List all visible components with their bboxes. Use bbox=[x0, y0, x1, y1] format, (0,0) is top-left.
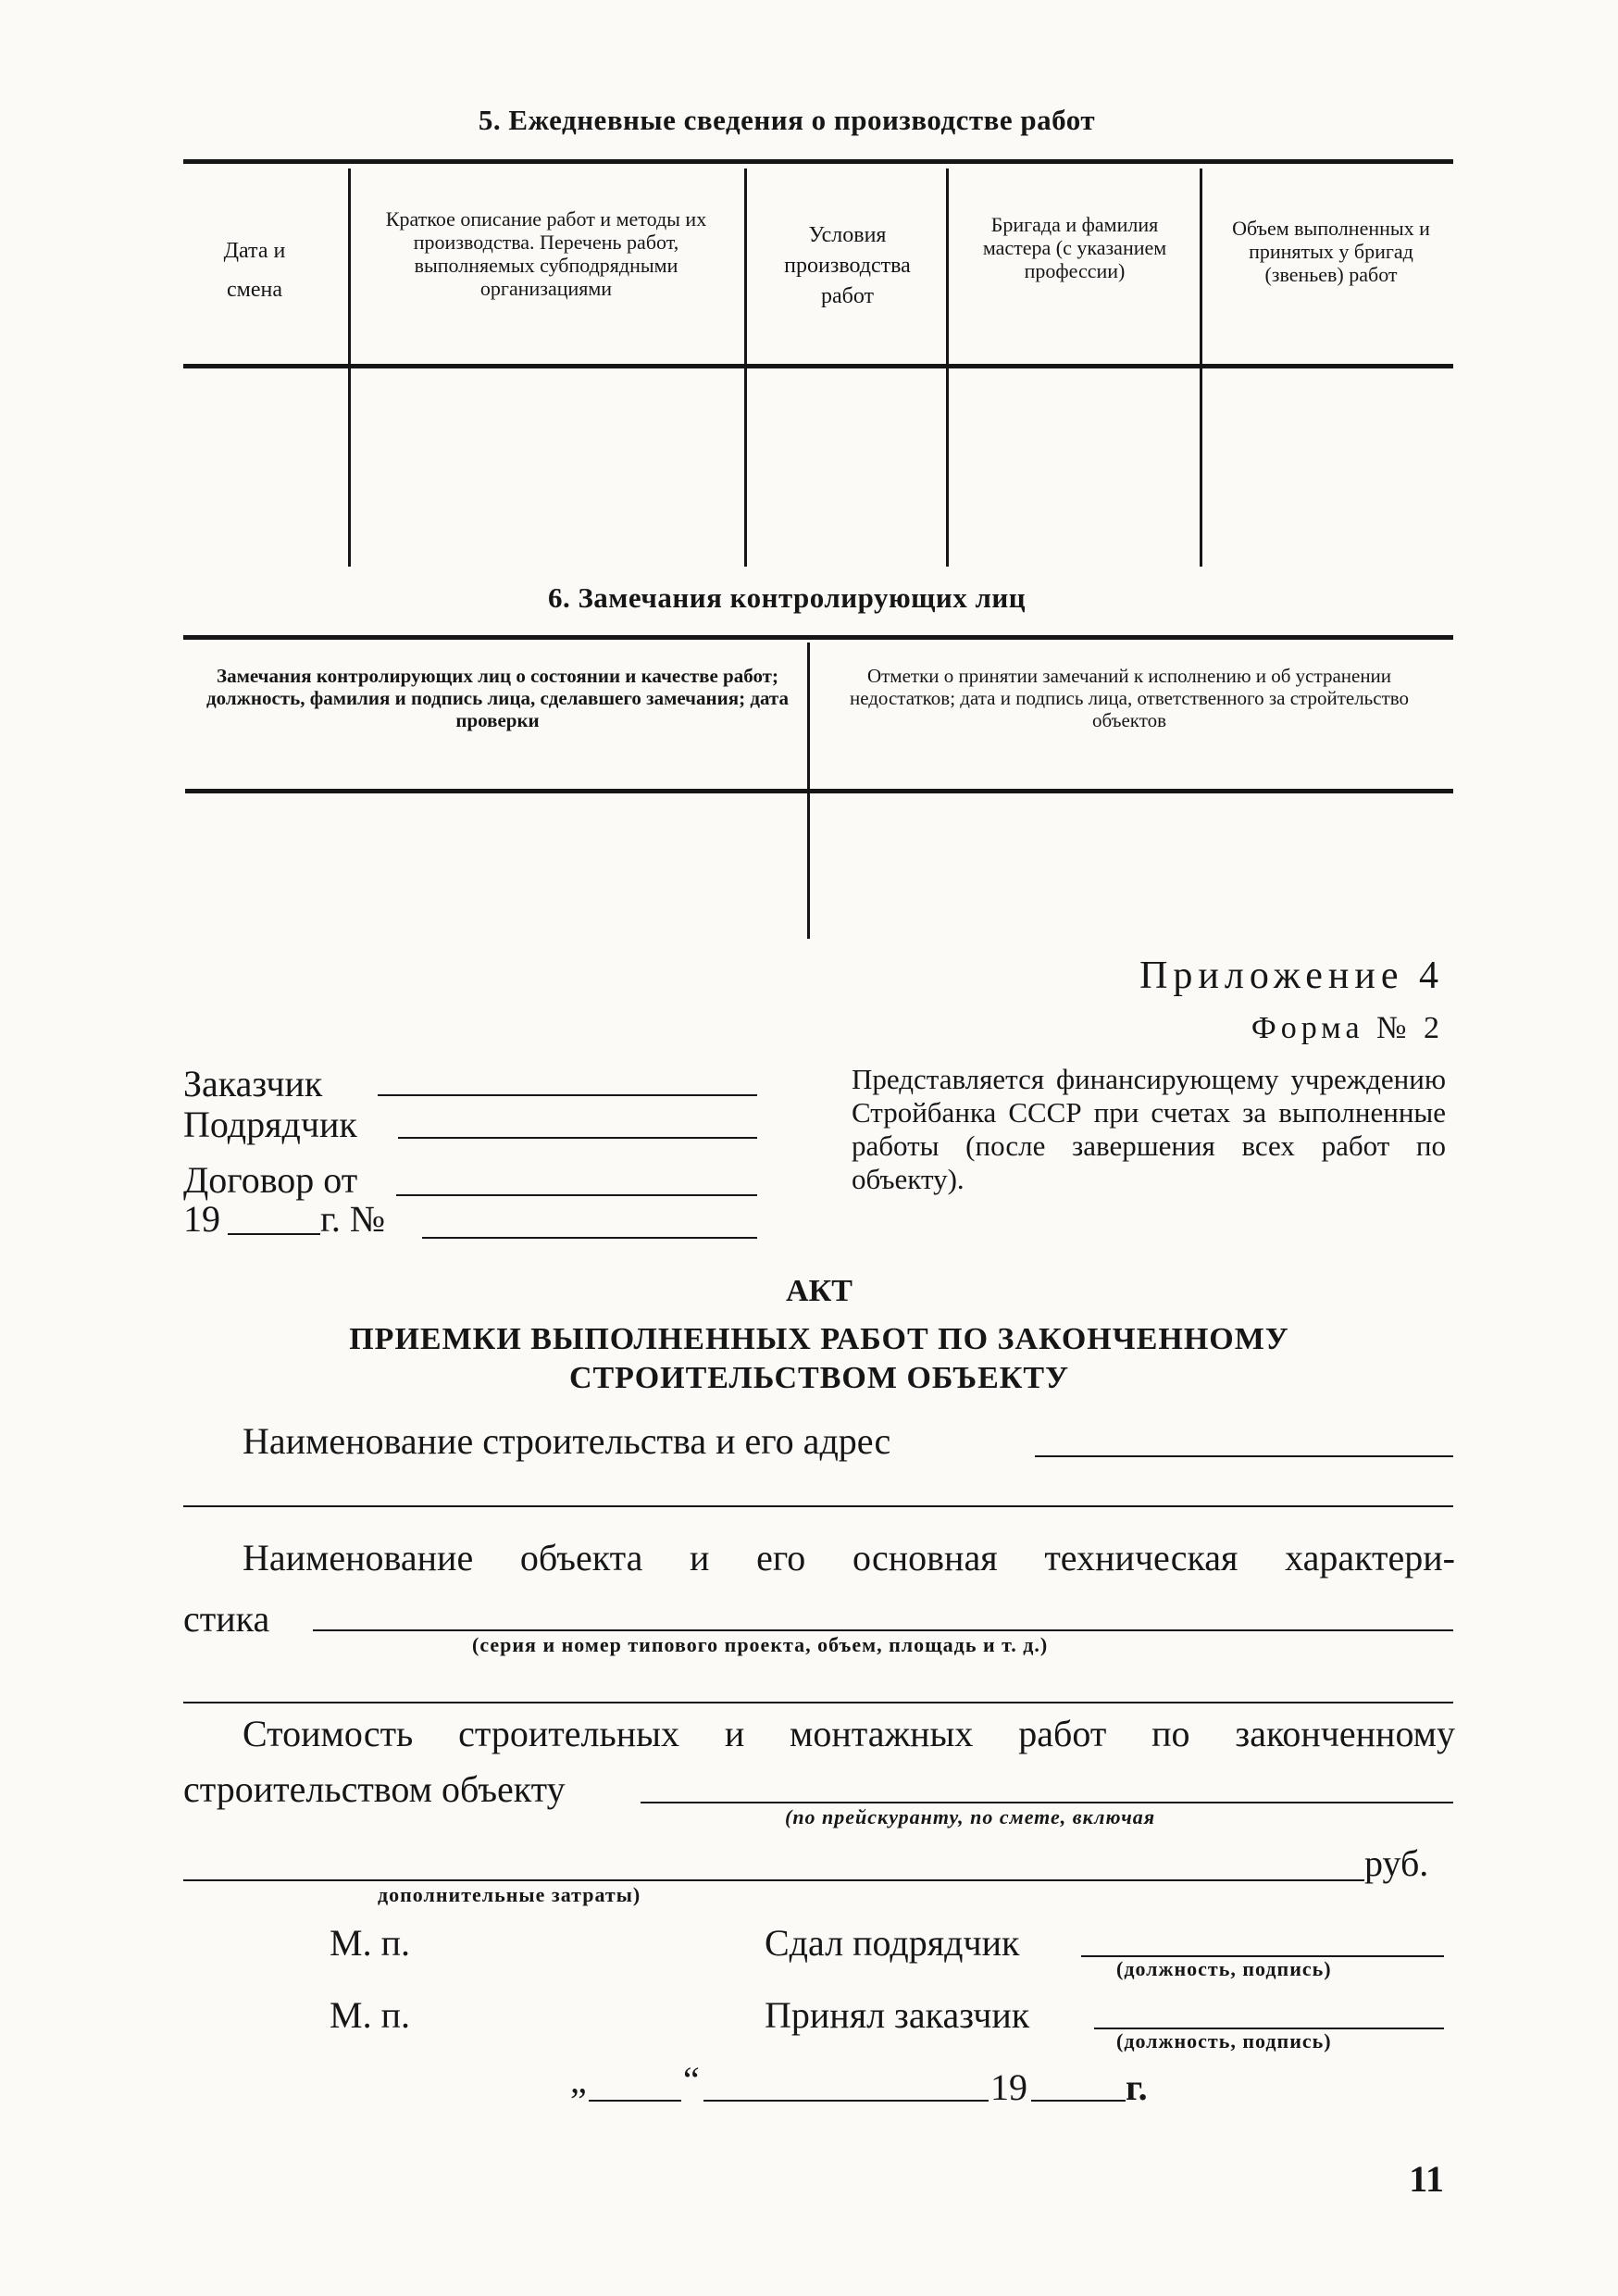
cost-label-2: строительством объекту bbox=[183, 1768, 566, 1810]
table5-col-description: Краткое описание работ и методы их производства. Перечень работ, выполняемых субподрядными организациями bbox=[385, 207, 707, 300]
date-quote-close: “ bbox=[683, 2059, 700, 2101]
contract-year-suffix: г. № bbox=[320, 1198, 386, 1240]
table6-col-acceptance: Отметки о принятии замечаний к исполнению и об устранении недостатков; дата и подпись лица, ответственного за стройтельство объектов bbox=[849, 665, 1410, 731]
appendix-note: Представляется финансирующему учреждению Стройбанка СССР при счетах за выполненные работы (после завершения всех работ по объекту). bbox=[852, 1063, 1446, 1195]
table6-col-remarks: Замечания контролирующих лиц о состоянии и качестве работ; должность, фамилия и подпись лица, сделавшего замечания; дата проверки bbox=[206, 665, 789, 731]
table5-col-volume: Объем выполненных и принятых у бригад (звеньев) работ bbox=[1232, 217, 1430, 286]
stamp-2: М. п. bbox=[330, 1994, 410, 2036]
handed-label: Сдал подрядчик bbox=[765, 1922, 1020, 1964]
contractor-fill-line bbox=[398, 1137, 757, 1139]
date-quote-open: „ bbox=[570, 2059, 587, 2101]
table6-divider bbox=[807, 643, 810, 939]
stamp-1: М. п. bbox=[330, 1922, 410, 1964]
accepted-sig-note: (должность, подпись) bbox=[1116, 2029, 1332, 2053]
customer-label: Заказчик bbox=[183, 1063, 323, 1104]
date-month-fill-line bbox=[703, 2100, 989, 2102]
section5-title: 5. Ежедневные сведения о производстве работ bbox=[478, 104, 1096, 136]
table5-header-rule bbox=[183, 364, 1453, 368]
construction-address-fill-line bbox=[183, 1505, 1453, 1507]
section6-title: 6. Замечания контролирующих лиц bbox=[547, 581, 1027, 614]
contract-label: Договор от bbox=[183, 1159, 358, 1201]
form-number: Форма № 2 bbox=[1251, 1011, 1444, 1045]
table6-top-rule bbox=[183, 635, 1453, 640]
act-subtitle-1: ПРИЕМКИ ВЫПОЛНЕННЫХ РАБОТ ПО ЗАКОНЧЕННОМУ bbox=[349, 1322, 1289, 1356]
table5-divider bbox=[946, 168, 949, 567]
table5-col-date: Дата и смена bbox=[223, 239, 286, 302]
cost-label-1: Стоимость строительных и монтажных работ по законченному bbox=[243, 1713, 1455, 1754]
cost-fill-line bbox=[641, 1802, 1453, 1803]
page-number: 11 bbox=[1409, 2158, 1444, 2200]
contract-year-fill-line bbox=[228, 1233, 320, 1235]
object-name-label-1: Наименование объекта и его основная техническая характери- bbox=[243, 1537, 1455, 1578]
table5-divider bbox=[744, 168, 747, 567]
contractor-label: Подрядчик bbox=[183, 1104, 357, 1145]
act-subtitle-2: СТРОИТЕЛЬСТВОМ ОБЪЕКТУ bbox=[568, 1361, 1070, 1395]
construction-name-label: Наименование строительства и его адрес bbox=[243, 1420, 891, 1462]
cost-extra-fill-line bbox=[183, 1879, 1364, 1881]
accepted-label: Принял заказчик bbox=[765, 1994, 1030, 2036]
date-year-prefix: 19 bbox=[990, 2066, 1027, 2108]
table5-col-brigade: Бригада и фамилия мастера (с указанием профессии) bbox=[982, 213, 1167, 282]
object-name-label-2: стика bbox=[183, 1598, 270, 1640]
table5-top-rule bbox=[183, 159, 1453, 164]
object-note: (серия и номер типового проекта, объем, площадь и т. д.) bbox=[472, 1633, 1049, 1656]
date-year-suffix: г. bbox=[1126, 2066, 1148, 2108]
table6-header-rule bbox=[185, 789, 1453, 793]
cost-note-2: дополнительные затраты) bbox=[378, 1883, 641, 1906]
contract-fill-line bbox=[396, 1194, 757, 1196]
date-day-fill-line bbox=[589, 2100, 681, 2102]
table5-divider bbox=[1200, 168, 1202, 567]
cost-note: (по прейскуранту, по смете, включая bbox=[785, 1805, 1156, 1828]
object-extra-fill-line bbox=[183, 1702, 1453, 1703]
act-title: АКТ bbox=[786, 1274, 853, 1308]
object-fill-line bbox=[313, 1629, 1453, 1631]
contract-year-prefix: 19 bbox=[183, 1198, 220, 1240]
table5-divider bbox=[348, 168, 351, 567]
contract-number-fill-line bbox=[422, 1237, 757, 1239]
construction-name-fill-line bbox=[1035, 1455, 1453, 1457]
date-year-fill-line bbox=[1031, 2100, 1126, 2102]
appendix-title: Приложение 4 bbox=[1139, 955, 1444, 997]
customer-fill-line bbox=[378, 1094, 757, 1096]
currency-label: руб. bbox=[1364, 1842, 1429, 1884]
table5-col-conditions: Условия производства работ bbox=[784, 223, 911, 308]
handed-sig-note: (должность, подпись) bbox=[1116, 1957, 1332, 1980]
